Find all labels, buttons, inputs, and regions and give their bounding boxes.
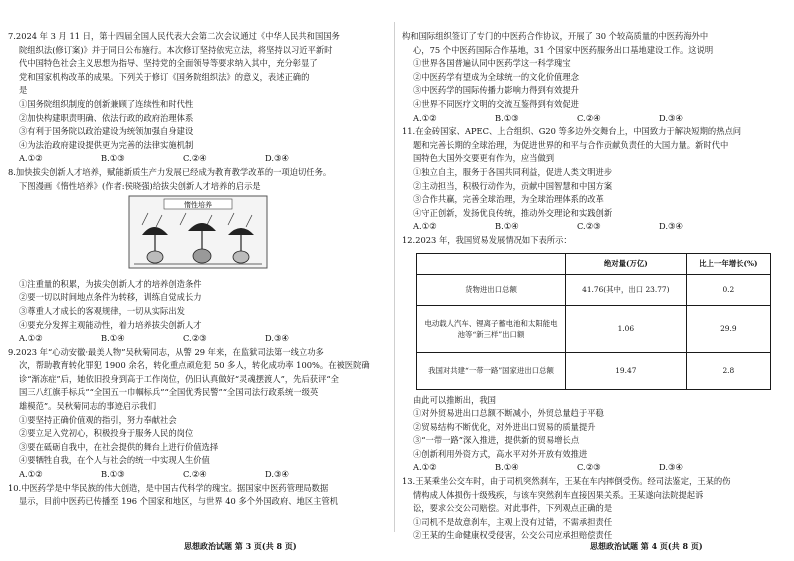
table-cell: 29.9 <box>686 305 770 352</box>
q10-item: ②中医药学有望成为全球统一的文化价值理念 <box>413 71 579 82</box>
q13-item: ①司机不是故意刹车，主观上没有过错，不需承担责任 <box>413 516 613 527</box>
q10-item: ③中医药学的国际传播力影响力得到有效提升 <box>413 85 579 96</box>
q9-option-d[interactable]: D.③④ <box>265 469 289 480</box>
q10-stem-line: 10.中医药学是中华民族的伟大创造，是中国古代科学的瑰宝。据国家中医药管理局数据 <box>8 482 329 493</box>
q11-stem-line: 11.在金砖国家、APEC、上合组织、G20 等多边外交舞台上，中国致力于解决短期的热点问 <box>402 126 742 137</box>
q9-stem-line: 9.2023 年“心动安徽·最美人物”吴秋菊同志，从警 29 年来，在监狱司法第一线立功多 <box>8 346 324 357</box>
table-cell: 1.06 <box>566 305 687 352</box>
table-cell: 19.47 <box>566 352 687 389</box>
q9-stem-line: 雄模范”。吴秋菊同志的事迹启示我们 <box>19 401 156 412</box>
q8-item: ④要充分发挥主观能动性，着力培养拔尖创新人才 <box>19 319 202 330</box>
q8-stem-line: 下图漫画《惰性培养》(作者:侯晓强)给拔尖创新人才培养的启示是 <box>19 180 261 191</box>
q10-option-d[interactable]: D.③④ <box>659 112 683 123</box>
q12-option-c[interactable]: C.②③ <box>577 462 601 473</box>
q12-item: ④创新利用外资方式，高水平对外开放有效推进 <box>413 448 588 459</box>
q11-item: ③合作共赢，完善全球治理，为全球治理体系的改革 <box>413 194 604 205</box>
q12-options <box>402 461 782 475</box>
cartoon-caption: 惰性培养 <box>184 201 212 210</box>
q7-stem-line: 7.2024 年 3 月 11 日，第十四届全国人民代表大会第二次会议通过《中华人民共和国国务 <box>8 31 340 41</box>
q8-item: ①注重量的积累，为拔尖创新人才的培养创造条件 <box>19 278 202 289</box>
table-cell: 我国对共建“一带一路”国家进出口总额 <box>417 352 566 389</box>
q11-option-d[interactable]: D.③④ <box>659 221 683 232</box>
question-9 <box>8 346 388 482</box>
q12-item: ③“一带一路”深入推进，提供新的贸易增长点 <box>413 435 580 446</box>
table-row <box>417 274 771 305</box>
q11-item: ②主动担当，积极行动作为，贡献中国智慧和中国方案 <box>413 180 613 191</box>
question-11 <box>402 125 782 234</box>
q12-stem-line: 由此可以推断出，我国 <box>413 394 496 405</box>
q12-item: ①对外贸易进出口总额不断减小，外贸总量趋于平稳 <box>413 408 604 419</box>
q9-item: ③要在砥砺自我中，在社会提供的舞台上进行价值选择 <box>19 441 219 452</box>
q8-option-b[interactable]: B.①④ <box>101 333 125 344</box>
q7-stem-line: 代中国特色社会主义思想为指导、坚持党的全面领导等要求纳入其中，充分彰显了 <box>19 58 318 69</box>
table-row <box>417 305 771 352</box>
trade-data-table <box>416 253 771 390</box>
question-13 <box>402 475 782 543</box>
q9-option-b[interactable]: B.①③ <box>101 469 125 480</box>
table-cell: 2.8 <box>686 352 770 389</box>
q9-item: ④要牺牲自我，在个人与社会的统一中实现人生价值 <box>19 455 210 466</box>
q7-option-a[interactable]: A.①② <box>19 153 43 164</box>
q7-option-d[interactable]: D.③④ <box>265 153 289 164</box>
q12-option-b[interactable]: B.①④ <box>495 462 519 473</box>
q11-stem-line: 国特色大国外交要更有作为，应当做到 <box>413 153 555 164</box>
left-column <box>8 30 388 509</box>
q10-stem-line: 心，75 个中医药国际合作基地，31 个国家中医药服务出口基地建设工作。这说明 <box>413 44 714 55</box>
cartoon-illustration <box>128 195 268 269</box>
table-header-cell: 比上一年增长(%) <box>686 253 770 274</box>
q9-item: ①要坚持正确价值观的指引，努力奉献社会 <box>19 414 177 425</box>
q7-stem-line: 党和国家机构改革的成果。下列关于修订《国务院组织法》的意义，表述正确的 <box>19 71 310 82</box>
q8-option-c[interactable]: C.②③ <box>183 333 207 344</box>
table-cell: 货物进出口总额 <box>417 274 566 305</box>
q8-options <box>8 332 388 346</box>
q10-item: ④世界不同医疗文明的交流互鉴得到有效促进 <box>413 98 579 109</box>
q11-option-c[interactable]: C.②③ <box>577 221 601 232</box>
table-cell: 0.2 <box>686 274 770 305</box>
q7-option-b[interactable]: B.①③ <box>101 153 125 164</box>
q13-stem-line: 13.王某乘坐公交车时，由于司机突然刹车，王某在车内摔倒受伤。经司法鉴定，王某的伤 <box>402 476 731 487</box>
q8-item: ②要一切以时间地点条件为转移，训练自觉成长力 <box>19 292 202 303</box>
q10-options <box>402 112 782 126</box>
q9-stem-line: 国三八红旗手标兵”“全国五一巾帼标兵”“全国优秀民警”“全国司法行政系统一级英 <box>19 387 319 398</box>
q13-stem-line: 情构成人体损伤十级残疾，与该车突然刹车直接因果关系。王某遂向法院提起诉 <box>413 489 704 500</box>
question-8 <box>8 166 388 346</box>
q7-options <box>8 152 388 166</box>
question-7 <box>8 30 388 166</box>
q11-item: ④守正创新，发扬优良传统，推动外交理论和实践创新 <box>413 207 613 218</box>
q10-stem-line: 显示，目前中医药已传播至 196 个国家和地区，与世界 40 多个外国政府、地区主管机 <box>19 496 339 507</box>
q10-stem-line: 构和国际组织签订了专门的中医药合作协议，开展了 30 个较高质量的中医药海外中 <box>402 31 709 41</box>
question-10 <box>8 482 388 509</box>
q8-option-d[interactable]: D.③④ <box>265 333 289 344</box>
q10-option-c[interactable]: C.②④ <box>577 112 601 123</box>
q10-option-a[interactable]: A.①② <box>413 112 437 123</box>
table-cell: 41.76(其中，出口 23.77) <box>566 274 687 305</box>
q7-stem-line: 是 <box>19 85 28 96</box>
page-footer-right: 思想政治试题 第 4 页(共 8 页) <box>590 541 703 551</box>
q11-option-a[interactable]: A.①② <box>413 221 437 232</box>
q9-stem-line: 诊“渐冻症”后，她依旧投身到高于工作岗位，仍旧认真做好“灵魂摆渡人”，先后获评“全 <box>19 373 339 384</box>
question-10-continued <box>402 30 782 125</box>
q7-option-c[interactable]: C.②④ <box>183 153 207 164</box>
q10-option-b[interactable]: B.①③ <box>495 112 519 123</box>
q11-item: ①独立自主，服务于各国共同利益，促进人类文明进步 <box>413 166 613 177</box>
q11-stem-line: 题和完善长期的全球治理，为促进世界的和平与合作贡献负责任的大国力量。新时代中 <box>413 139 729 150</box>
q13-item: ②王某的生命健康权受侵害，公交公司应承担赔偿责任 <box>413 530 613 541</box>
q8-option-a[interactable]: A.①② <box>19 333 43 344</box>
q7-stem-line: 院组织法(修订案)》并于同日公布施行。本次修订坚持依宪立法，将坚持以习近平新时 <box>19 44 333 55</box>
q7-item: ③有利于国务院以政治建设为统领加强自身建设 <box>19 126 194 137</box>
q9-option-a[interactable]: A.①② <box>19 469 43 480</box>
q12-option-a[interactable]: A.①② <box>413 462 437 473</box>
q9-item: ②要立足入党初心，积极投身于服务人民的岗位 <box>19 428 194 439</box>
table-row <box>417 352 771 389</box>
q13-stem-line: 讼，要求公交公司赔偿。对此事件，下列观点正确的是 <box>413 503 613 514</box>
question-12 <box>402 234 782 475</box>
page-divider <box>394 22 395 532</box>
q8-stem-line: 8.加快拔尖创新人才培养，赋能新质生产力发展已经成为教育教学改革的一项迫切任务。 <box>8 166 332 177</box>
q12-item: ②贸易结构不断优化，对外进出口贸易的质量提升 <box>413 421 596 432</box>
q12-option-d[interactable]: D.③④ <box>659 462 683 473</box>
table-cell: 电动载人汽车、锂离子蓄电池和太阳能电池等“新三样”出口额 <box>417 305 566 352</box>
q7-item: ④为法治政府建设提供更为完善的法律实施机制 <box>19 139 194 150</box>
q8-item: ③尊重人才成长的客观规律，一切从实际出发 <box>19 305 185 316</box>
right-column <box>402 30 782 543</box>
table-header-cell <box>417 253 566 274</box>
q11-option-b[interactable]: B.①④ <box>495 221 519 232</box>
q12-stem-line: 12.2023 年，我国贸易发展情况如下表所示： <box>402 234 572 245</box>
q9-option-c[interactable]: C.②④ <box>183 469 207 480</box>
q9-options <box>8 468 388 482</box>
q7-item: ①国务院组织制度的创新兼顾了连续性和时代性 <box>19 98 194 109</box>
q10-item: ①世界各国普遍认同中医药学这一科学瑰宝 <box>413 58 571 69</box>
q11-options <box>402 220 782 234</box>
page-footer-left: 思想政治试题 第 3 页(共 8 页) <box>184 541 297 551</box>
table-header-cell: 绝对量(万亿) <box>566 253 687 274</box>
q9-stem-line: 次，帮助教育转化罪犯 1900 余名，转化重点顽危犯 50 多人，转化成功率 100%。在被医院确 <box>19 360 370 371</box>
q7-item: ②加快构建职责明确、依法行政的政府治理体系 <box>19 112 194 123</box>
